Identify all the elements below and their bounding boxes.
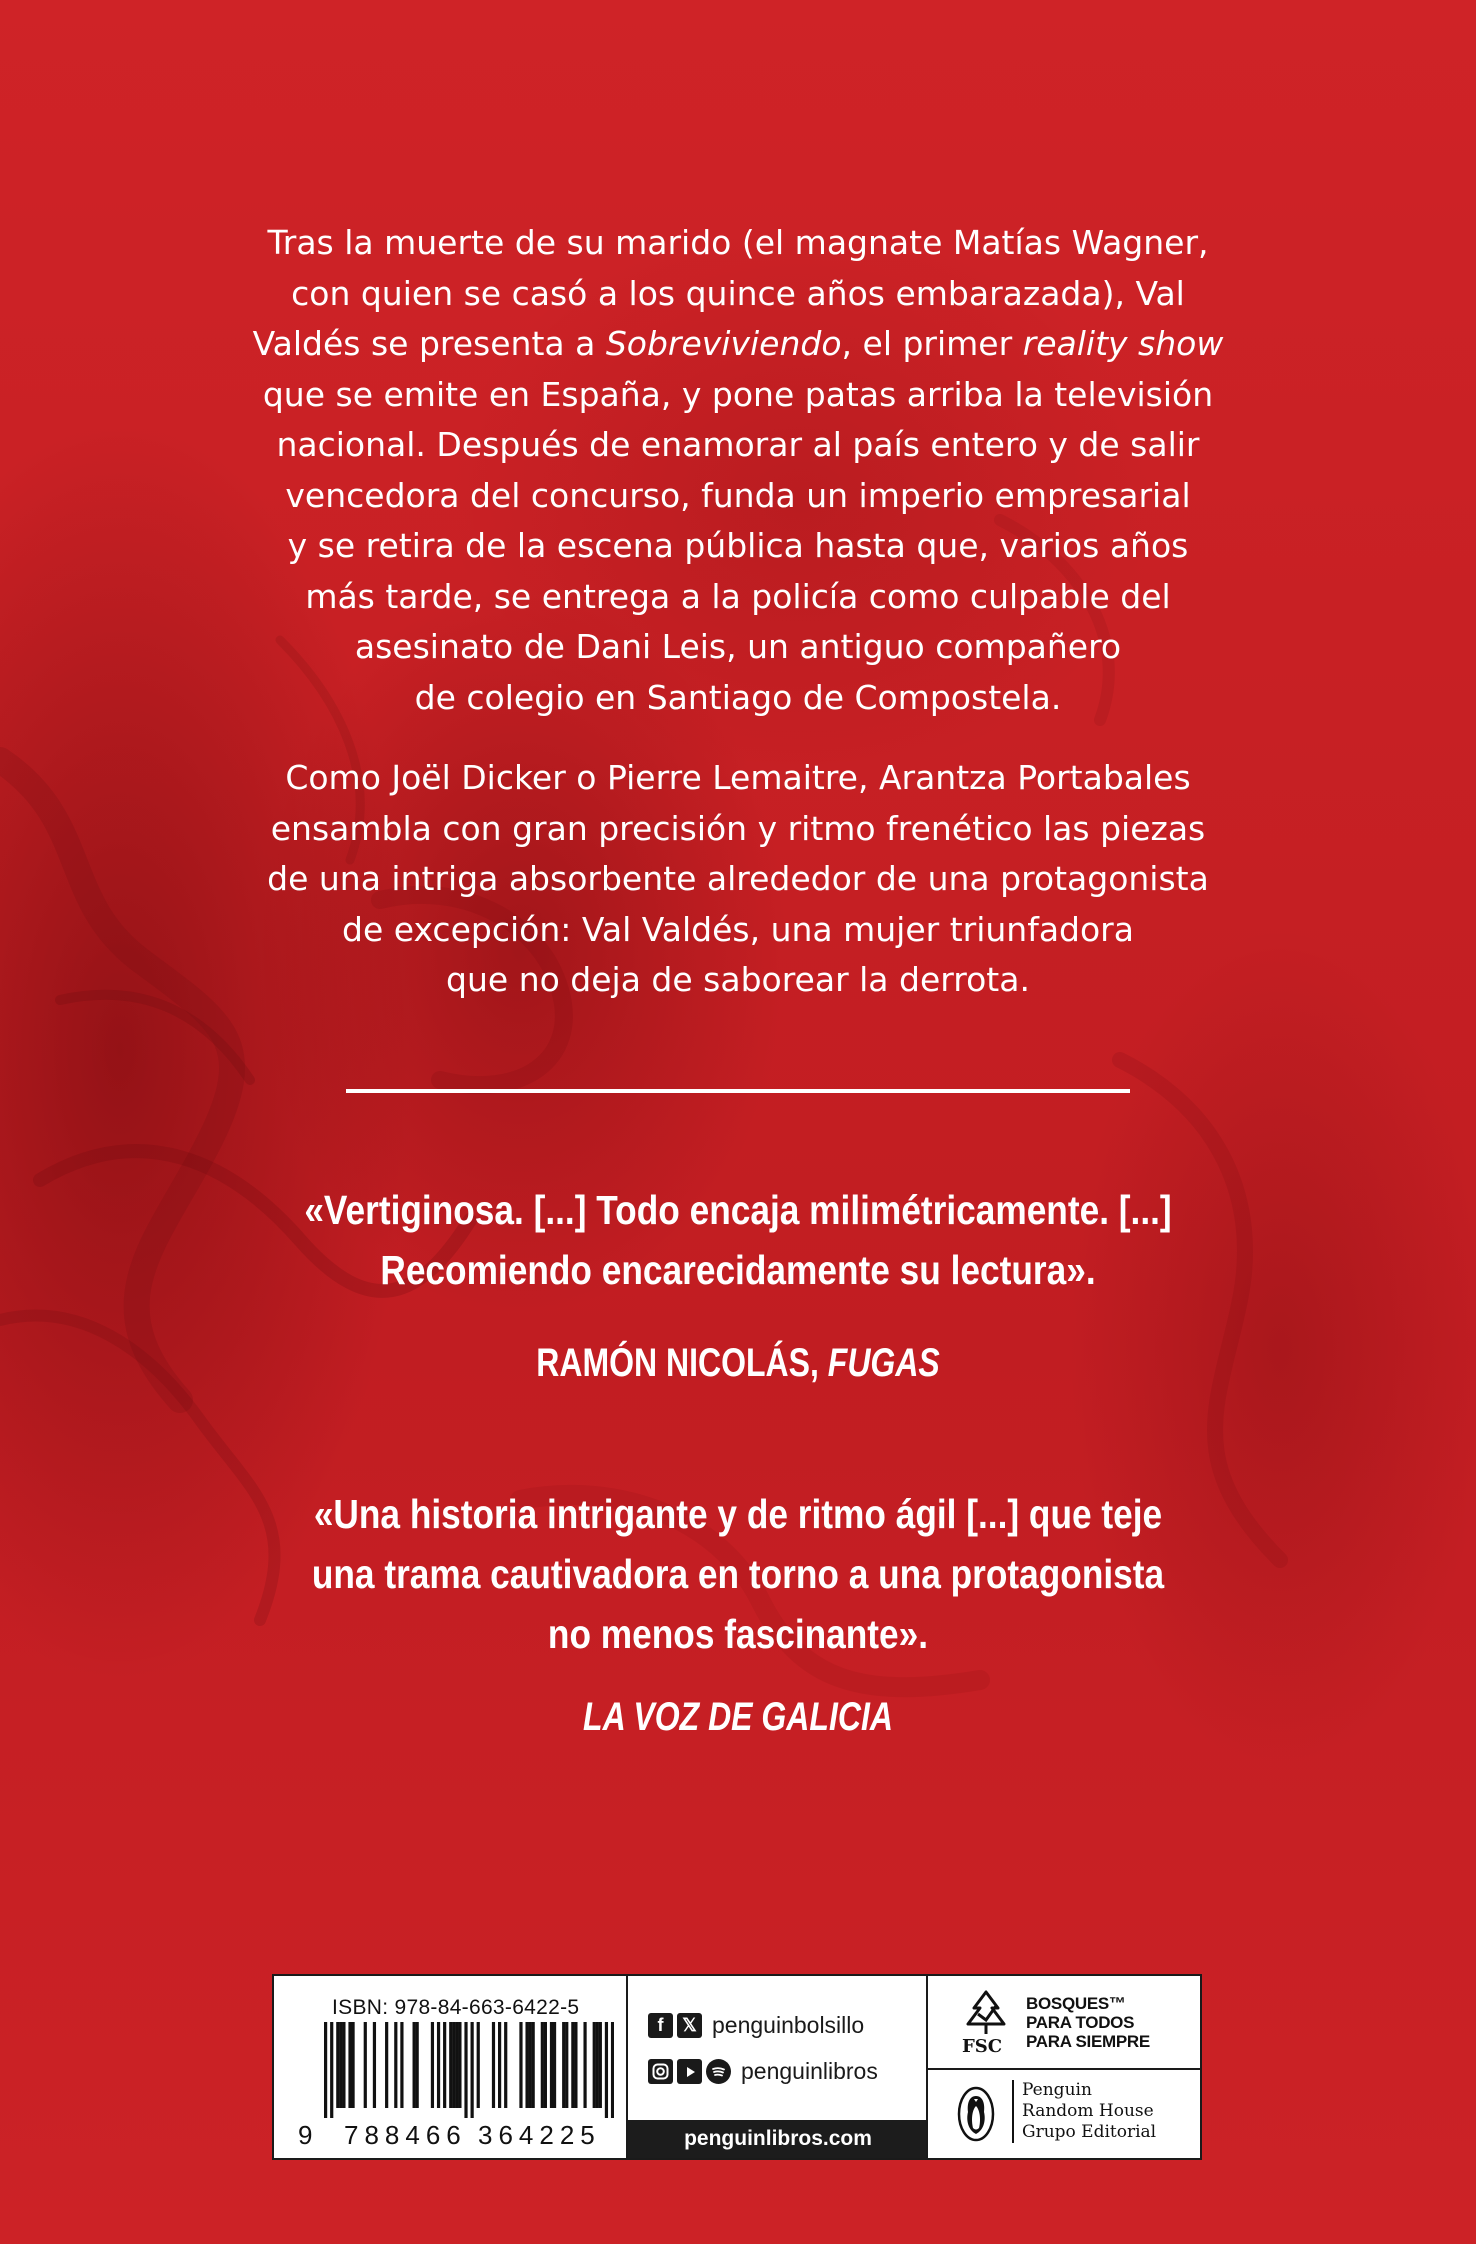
barcode-bar (443, 2022, 446, 2108)
barcode-bar (330, 2022, 333, 2118)
barcode-bar (599, 2022, 602, 2108)
synopsis-line: que no deja de saborear la derrota. (446, 960, 1030, 999)
barcode-bar (471, 2022, 474, 2118)
barcode-bar (498, 2022, 501, 2108)
x-icon[interactable]: 𝕏 (677, 2013, 702, 2038)
barcode-bar (562, 2022, 565, 2108)
barcode-bar (605, 2022, 608, 2118)
synopsis-line: Valdés se presenta a Sobreviviendo, el primer reality show (252, 324, 1224, 363)
synopsis-line: que se emite en España, y pone patas arriba la televisión (262, 374, 1214, 414)
penguin-random-house-logo (928, 2070, 1202, 2158)
logos-panel (926, 1976, 1202, 2158)
barcode-bar (364, 2022, 367, 2108)
barcode-bar (394, 2022, 397, 2108)
barcode-bar (336, 2022, 339, 2108)
synopsis-line: de una intriga absorbente alrededor de una protagonista (267, 859, 1209, 898)
social-handle[interactable]: penguinlibros (741, 2058, 878, 2084)
synopsis-line: Como Joël Dicker o Pierre Lemaitre, Arantza Portabales (285, 758, 1191, 797)
barcode-digit-group: 788466 (344, 2120, 467, 2150)
fsc-logo (928, 1976, 1202, 2070)
review-source-1 (268, 1338, 1209, 1388)
barcode-bar (477, 2022, 480, 2108)
barcode-bar (464, 2022, 467, 2118)
fsc-tree-icon (956, 1988, 1016, 2038)
barcode-bar (416, 2022, 419, 2108)
barcode-bar (553, 2022, 556, 2108)
barcode-bar (519, 2022, 522, 2108)
publisher-name: Penguin Random House Grupo Editorial (1012, 2080, 1156, 2143)
barcode-bar (324, 2022, 327, 2118)
fsc-label: FSC (962, 2036, 1003, 2057)
barcode-bar (339, 2022, 342, 2108)
review-source-2 (268, 1692, 1209, 1742)
barcode-bar (544, 2022, 547, 2108)
quote-line: «Vertiginosa. [...] Todo encaja milimétricamente. [...] (304, 1187, 1172, 1233)
website-link[interactable]: penguinlibros.com (628, 2120, 928, 2158)
barcode-bar (583, 2022, 586, 2108)
synopsis-paragraph-1 (200, 218, 1276, 723)
barcode-bar (596, 2022, 599, 2108)
fsc-text: BOSQUES™ PARA TODOS PARA SIEMPRE (1026, 1994, 1150, 2051)
barcode-bar (400, 2022, 403, 2108)
source-publication: LA VOZ DE GALICIA (583, 1695, 893, 1739)
synopsis-line: y se retira de la escena pública hasta que, varios años (287, 526, 1189, 565)
barcode-bar (532, 2022, 535, 2108)
review-quote-2 (232, 1484, 1243, 1664)
spotify-icon[interactable] (706, 2059, 731, 2084)
barcode-bar (351, 2022, 354, 2108)
barcode-bar (385, 2022, 388, 2108)
barcode-bar (452, 2022, 455, 2108)
barcode-bar (449, 2022, 452, 2108)
barcode-bar (571, 2022, 574, 2108)
synopsis-line: más tarde, se entrega a la policía como culpable del (305, 576, 1171, 616)
review-quote-1 (232, 1180, 1243, 1300)
penguin-icon (956, 2086, 996, 2142)
instagram-icon[interactable] (648, 2059, 673, 2084)
source-publication: FUGAS (827, 1341, 940, 1385)
quote-line: «Una historia intrigante y de ritmo ágil [...] que teje (313, 1491, 1163, 1537)
synopsis-line: nacional. Después de enamorar al país entero y de salir (276, 425, 1200, 464)
barcode-bar (525, 2022, 528, 2108)
social-row-libros (648, 2058, 878, 2085)
synopsis-line: de excepción: Val Valdés, una mujer triunfadora (342, 909, 1134, 949)
synopsis-line: con quien se casó a los quince años embarazada), Val (291, 273, 1185, 313)
isbn-label: ISBN: 978-84-663-6422-5 (332, 1996, 580, 2019)
barcode-bar (431, 2022, 434, 2108)
barcode-area (274, 1976, 626, 2158)
youtube-icon[interactable] (677, 2059, 702, 2084)
barcode-bar (455, 2022, 458, 2108)
barcode (324, 2022, 614, 2118)
quote-line: Recomiendo encarecidamente su lectura». (380, 1247, 1096, 1293)
facebook-icon[interactable]: f (648, 2013, 673, 2038)
quote-line: una trama cautivadora en torno a una protagonista (311, 1551, 1165, 1597)
social-row-bolsillo (648, 2012, 864, 2039)
synopsis-paragraph-2 (200, 753, 1276, 1006)
synopsis-line: asesinato de Dani Leis, un antiguo compañero (354, 627, 1122, 666)
info-box (272, 1974, 1202, 2160)
barcode-bar (348, 2022, 351, 2108)
barcode-bar (342, 2022, 345, 2108)
synopsis-line: ensambla con gran precisión y ritmo frenético las piezas (270, 808, 1206, 848)
barcode-bar (565, 2022, 568, 2108)
synopsis-line: vencedora del concurso, funda un imperio empresarial (285, 475, 1191, 515)
barcode-bar (574, 2022, 577, 2108)
barcode-bar (504, 2022, 507, 2108)
social-panel (626, 1976, 928, 2158)
quote-line: no menos fascinante». (547, 1611, 929, 1657)
barcode-bar (593, 2022, 596, 2108)
barcode-bar (437, 2022, 440, 2108)
barcode-bar (550, 2022, 553, 2108)
barcode-bar (541, 2022, 544, 2108)
source-name: RAMÓN NICOLÁS, (536, 1341, 828, 1385)
barcode-digit: 9 (298, 2120, 313, 2150)
barcode-bar (529, 2022, 532, 2108)
synopsis-line: Tras la muerte de su marido (el magnate Matías Wagner, (267, 223, 1209, 262)
synopsis (200, 218, 1276, 1006)
social-handle[interactable]: penguinbolsillo (712, 2012, 865, 2038)
barcode-bar (492, 2022, 495, 2108)
barcode-bar (611, 2022, 614, 2118)
barcode-bar (413, 2022, 416, 2108)
divider-line (346, 1089, 1130, 1093)
synopsis-line: de colegio en Santiago de Compostela. (414, 677, 1062, 717)
barcode-bar (458, 2022, 461, 2108)
barcode-digit-group: 364225 (478, 2120, 601, 2150)
barcode-bar (373, 2022, 376, 2108)
